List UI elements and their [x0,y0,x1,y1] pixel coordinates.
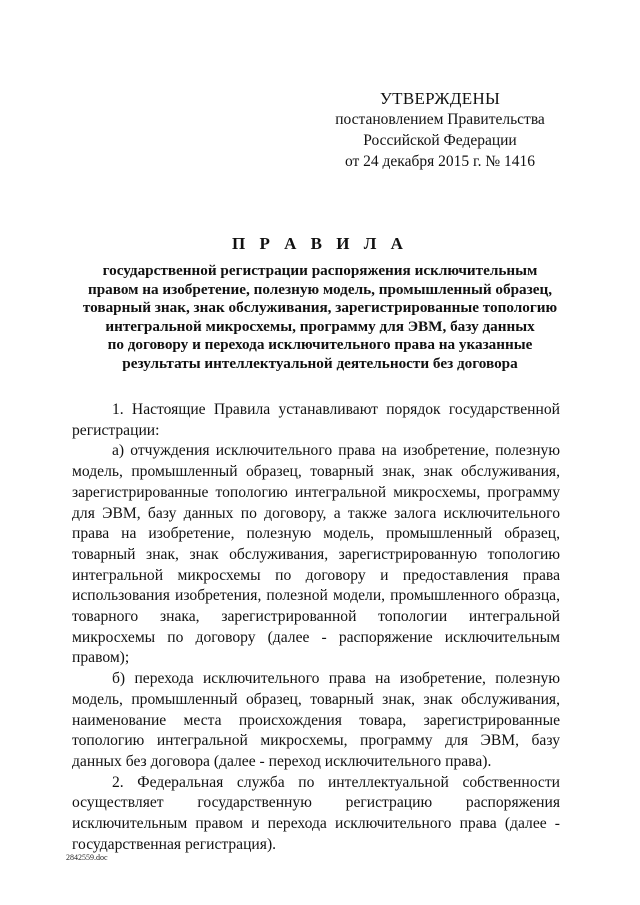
paragraph-1b: б) перехода исключительного права на изобретение, полезную модель, промышленный образец, товарный знак, знак обслуживания, наименование места происхождения товара, зарегистрированные топологию интегральной микросхемы, программу для ЭВМ, базу данных без договора (далее - переход исключительного права). [72,670,560,770]
approval-line-1: постановлением Правительства [335,111,545,128]
approval-line-2: Российской Федерации [363,132,517,149]
approval-heading: УТВЕРЖДЕНЫ [379,89,501,108]
document-subtitle [70,262,570,374]
approval-block [330,88,550,172]
subtitle-line: правом на изобретение, полезную модель, промышленный образец, [87,280,553,298]
paragraph-2: 2. Федеральная служба по интеллектуальной собственности осуществляет государственную регистрацию распоряжения исключительным правом и перехода исключительного права (далее - государственная регистрация). [72,773,560,853]
subtitle-line: интегральной микросхемы, программу для ЭВМ, базу данных [105,317,535,335]
subtitle-line: государственной регистрации распоряжения исключительным [102,262,538,279]
subtitle-line: по договору и перехода исключительного права на указанные [107,336,533,354]
document-body [72,400,560,855]
paragraph-1: 1. Настоящие Правила устанавливают порядок государственной регистрации: [72,401,560,439]
approval-line-3: от 24 декабря 2015 г. № 1416 [344,153,536,170]
file-name-footer: 2842559.doc [66,853,108,862]
document-title: П Р А В И Л А [232,234,408,253]
paragraph-1a: а) отчуждения исключительного права на изобретение, полезную модель, промышленный образец, товарный знак, знак обслуживания, зарегистрированные топологию интегральной микросхемы, программу для ЭВМ, базу данных по договору, а также залога исключительного права на изобретение, полезную модель, промышленный образец, товарный знак, знак обслуживания, зарегистрированную топологию интегральной микросхемы по договору и предоставления права использования изобретения, полезной модели, промышленного образца, товарного знака, зарегистрированной топологии интегральной микросхемы по договору (далее - распоряжение исключительным правом); [72,442,560,667]
subtitle-line: товарный знак, знак обслуживания, зарегистрированные топологию [82,299,558,317]
subtitle-line: результаты интеллектуальной деятельности без договора [122,354,518,372]
